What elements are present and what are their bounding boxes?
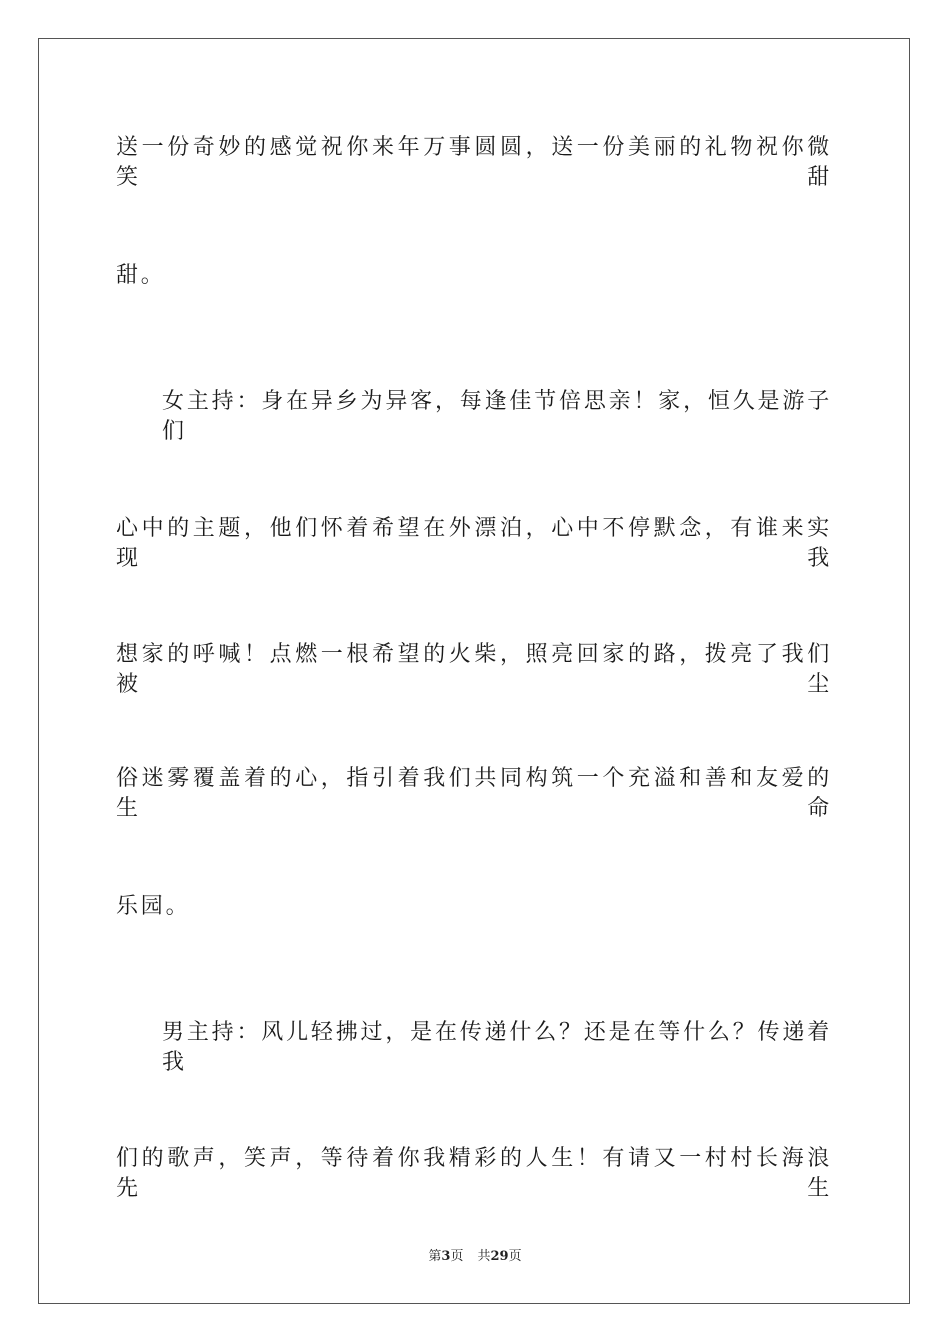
total-prefix: 共 xyxy=(477,1249,491,1264)
paragraph-2-line-2: 心中的主题，他们怀着希望在外漂泊，心中不停默念，有谁来实现我 xyxy=(116,516,832,571)
total-page-count: 29 xyxy=(490,1249,509,1264)
paragraph-2-line-4: 俗迷雾覆盖着的心，指引着我们共同构筑一个充溢和善和友爱的生命 xyxy=(116,766,832,821)
page-suffix: 页 xyxy=(450,1249,464,1264)
paragraph-3-line-1: 男主持：风儿轻拂过，是在传递什么？还是在等什么？传递着我 xyxy=(162,1020,832,1075)
current-page-number: 3 xyxy=(441,1249,451,1264)
paragraph-1-line-2: 甜。 xyxy=(116,263,166,288)
paragraph-1-line-1: 送一份奇妙的感觉祝你来年万事圆圆，送一份美丽的礼物祝你微笑甜 xyxy=(116,135,832,190)
paragraph-2-line-1: 女主持：身在异乡为异客，每逢佳节倍思亲！家，恒久是游子们 xyxy=(162,389,832,444)
paragraph-2-line-3: 想家的呼喊！点燃一根希望的火柴，照亮回家的路，拨亮了我们被尘 xyxy=(116,642,832,697)
paragraph-2-line-5: 乐园。 xyxy=(116,894,191,919)
page-footer xyxy=(0,1248,950,1266)
paragraph-3-line-2: 们的歌声，笑声，等待着你我精彩的人生！有请又一村村长海浪先生 xyxy=(116,1146,832,1201)
page-prefix: 第 xyxy=(428,1249,442,1264)
total-suffix: 页 xyxy=(508,1249,522,1264)
